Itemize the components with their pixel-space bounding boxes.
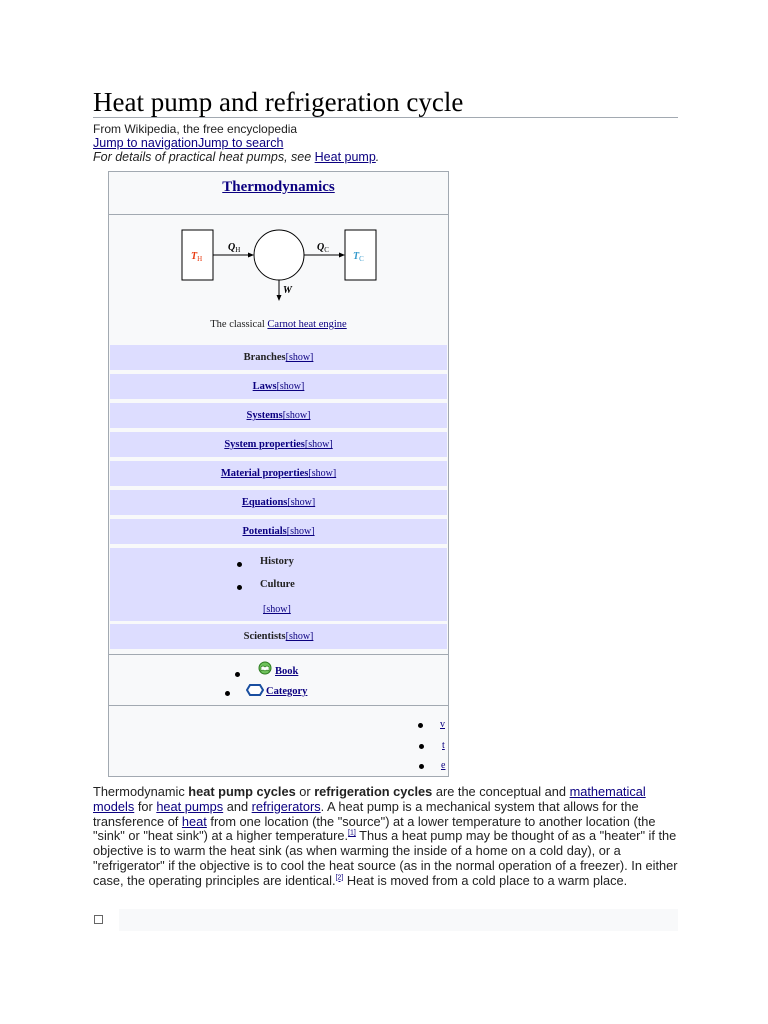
body-text: Thus a heat pump may be thought of as a "heater" if the objective is to warm the heat sink (as when warming the inside of a home on a cold day), or a "refrigerator" if the objective is to cool the heat source (as in the normal operation of a freezer). In either case, the operating principles are identical. xyxy=(93,828,678,888)
bullet-dot xyxy=(237,585,242,590)
thermodynamics-sidebar xyxy=(108,171,449,777)
body-text: Thermodynamic xyxy=(93,784,189,799)
book-icon xyxy=(257,661,273,675)
caption-text: The classical xyxy=(210,319,268,330)
material-properties-link[interactable]: Material properties xyxy=(220,468,309,479)
bullet-dot xyxy=(418,723,423,728)
bold-term: heat pump cycles xyxy=(188,784,296,799)
hatnote-text: For details of practical heat pumps, see xyxy=(93,150,315,164)
thermodynamics-link[interactable]: Thermodynamics xyxy=(222,179,335,195)
material-properties-show-toggle[interactable]: [show] xyxy=(308,468,337,479)
carnot-heat-engine-link[interactable]: Carnot heat engine xyxy=(267,319,347,330)
mathematical-models-link[interactable]: mathematical models xyxy=(93,784,646,814)
book-link[interactable]: Book xyxy=(275,666,299,677)
jump-links xyxy=(93,136,283,151)
row-potentials xyxy=(110,519,447,544)
body-text: from one location (the "source") at a lower temperature to another location (the "sink" or "heat sink") at a higher temperature. xyxy=(93,813,656,844)
jump-to-search-link[interactable]: Jump to search xyxy=(197,136,284,150)
potentials-link[interactable]: Potentials xyxy=(242,526,287,537)
row-history-culture xyxy=(110,548,447,621)
system-properties-show-toggle[interactable]: [show] xyxy=(304,439,333,450)
page-title: Heat pump and refrigeration cycle xyxy=(93,87,464,117)
tc-label: $T_C$ xyxy=(353,251,364,263)
row-equations xyxy=(110,490,447,515)
bullet-dot xyxy=(225,691,230,696)
diagram-caption xyxy=(109,319,448,330)
row-system-properties xyxy=(110,432,447,457)
row-material-properties xyxy=(110,461,447,486)
sidebar-divider xyxy=(109,705,448,706)
view-template-link[interactable]: v xyxy=(440,719,445,730)
qc-label: $Q_C$ xyxy=(317,242,329,254)
body-text: and xyxy=(223,798,252,814)
category-icon xyxy=(246,683,264,697)
bullet-dot xyxy=(235,672,240,677)
laws-link[interactable]: Laws xyxy=(252,381,277,392)
heat-pump-link[interactable]: Heat pump xyxy=(314,150,376,164)
reference-1-link[interactable]: [1] xyxy=(348,830,356,838)
system-properties-link[interactable]: System properties xyxy=(224,439,305,450)
w-label: W xyxy=(283,285,292,296)
branches-label: Branches xyxy=(243,352,286,363)
branches-show-toggle[interactable]: [show] xyxy=(285,352,314,363)
body-text: for xyxy=(134,798,157,814)
bullet-dot xyxy=(419,744,424,749)
category-link[interactable]: Category xyxy=(266,686,308,697)
th-label: $T_H$ xyxy=(191,251,203,263)
refrigerators-link[interactable]: refrigerators xyxy=(251,798,321,814)
row-branches xyxy=(110,345,447,370)
bullet-dot xyxy=(237,562,242,567)
history-label: History xyxy=(260,556,294,567)
heat-link[interactable]: heat xyxy=(181,813,207,829)
sidebar-divider xyxy=(109,654,448,655)
hatnote xyxy=(93,150,379,165)
body-text: Heat is moved from a cold place to a warm place. xyxy=(343,872,628,888)
table-of-contents-box xyxy=(119,909,678,931)
toc-toggle-checkbox[interactable] xyxy=(94,915,103,924)
equations-show-toggle[interactable]: [show] xyxy=(287,497,316,508)
hatnote-suffix: . xyxy=(375,150,380,164)
row-systems xyxy=(110,403,447,428)
row-scientists xyxy=(110,624,447,649)
body-text: or xyxy=(295,784,315,799)
history-culture-show-toggle[interactable]: [show] xyxy=(263,604,291,615)
bold-term: refrigeration cycles xyxy=(314,784,433,799)
systems-link[interactable]: Systems xyxy=(246,410,283,421)
body-text: are the conceptual and xyxy=(432,784,570,799)
carnot-engine-diagram xyxy=(179,222,379,312)
talk-template-link[interactable]: t xyxy=(442,740,445,751)
jump-to-navigation-link[interactable]: Jump to navigation xyxy=(93,136,198,150)
sidebar-title xyxy=(109,178,448,196)
culture-label: Culture xyxy=(260,579,295,590)
potentials-show-toggle[interactable]: [show] xyxy=(286,526,315,537)
row-laws xyxy=(110,374,447,399)
qh-label: $Q_H$ xyxy=(228,242,241,254)
title-divider xyxy=(93,117,678,118)
systems-show-toggle[interactable]: [show] xyxy=(282,410,311,421)
tagline: From Wikipedia, the free encyclopedia xyxy=(93,122,298,136)
bullet-dot xyxy=(419,764,424,769)
intro-paragraph xyxy=(93,785,678,889)
sidebar-divider xyxy=(109,214,448,215)
reference-2-link[interactable]: [2] xyxy=(335,874,344,882)
body-text: . A heat pump is a mechanical system that allows for the transference of xyxy=(93,798,639,829)
scientists-label: Scientists xyxy=(243,631,286,642)
heat-pumps-link[interactable]: heat pumps xyxy=(156,798,224,814)
equations-link[interactable]: Equations xyxy=(241,497,288,508)
edit-template-link[interactable]: e xyxy=(441,760,446,771)
scientists-show-toggle[interactable]: [show] xyxy=(285,631,314,642)
laws-show-toggle[interactable]: [show] xyxy=(276,381,305,392)
